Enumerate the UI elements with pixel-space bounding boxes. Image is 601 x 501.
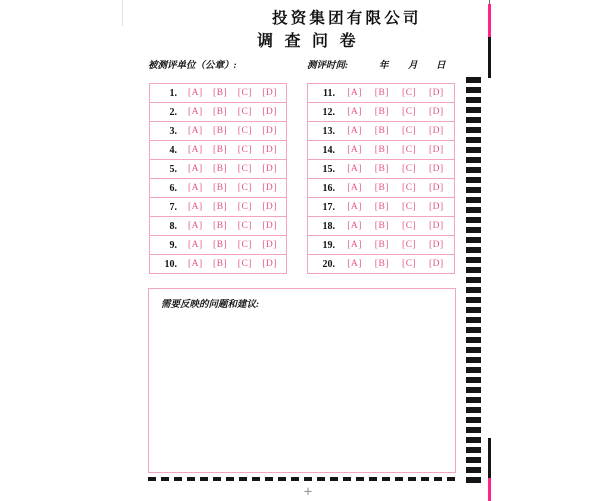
option-group — [335, 164, 454, 174]
option-bubble-c[interactable]: [C] — [237, 202, 252, 212]
option-bubble-b[interactable]: [B] — [374, 107, 389, 117]
option-group — [177, 221, 286, 231]
question-row — [308, 254, 454, 273]
question-row — [150, 254, 286, 273]
option-bubble-b[interactable]: [B] — [374, 202, 389, 212]
edge-mark-magenta-top — [488, 4, 491, 37]
feedback-box — [148, 288, 456, 473]
question-number: 8. — [169, 220, 177, 232]
option-bubble-b[interactable]: [B] — [213, 126, 228, 136]
option-group — [177, 145, 286, 155]
question-number: 17. — [322, 201, 335, 213]
month-label: 月 — [408, 61, 418, 71]
option-bubble-c[interactable]: [C] — [402, 259, 417, 269]
option-group — [335, 88, 454, 98]
option-bubble-d[interactable]: [D] — [262, 164, 277, 174]
option-bubble-c[interactable]: [C] — [402, 240, 417, 250]
option-bubble-d[interactable]: [D] — [262, 259, 277, 269]
option-bubble-b[interactable]: [B] — [213, 107, 228, 117]
option-bubble-d[interactable]: [D] — [262, 107, 277, 117]
option-bubble-d[interactable]: [D] — [429, 164, 444, 174]
option-group — [177, 240, 286, 250]
question-number: 1. — [169, 87, 177, 99]
option-bubble-d[interactable]: [D] — [429, 126, 444, 136]
option-bubble-a[interactable]: [A] — [347, 240, 362, 250]
option-bubble-d[interactable]: [D] — [262, 240, 277, 250]
option-group — [177, 164, 286, 174]
option-bubble-a[interactable]: [A] — [188, 183, 203, 193]
option-bubble-b[interactable]: [B] — [374, 240, 389, 250]
option-bubble-c[interactable]: [C] — [237, 88, 252, 98]
question-number: 12. — [322, 106, 335, 118]
option-bubble-d[interactable]: [D] — [429, 202, 444, 212]
option-group — [177, 259, 286, 269]
form-title: 调查问卷 — [257, 33, 368, 50]
option-bubble-c[interactable]: [C] — [402, 164, 417, 174]
option-bubble-b[interactable]: [B] — [213, 240, 228, 250]
option-group — [335, 259, 454, 269]
option-bubble-b[interactable]: [B] — [213, 164, 228, 174]
feedback-label: 需要反映的问题和建议: — [161, 300, 260, 310]
edge-mark-black-bottom — [488, 438, 491, 478]
option-bubble-a[interactable]: [A] — [347, 202, 362, 212]
question-row — [308, 140, 454, 159]
question-row — [308, 197, 454, 216]
question-row — [150, 235, 286, 254]
option-bubble-c[interactable]: [C] — [237, 240, 252, 250]
option-bubble-c[interactable]: [C] — [402, 202, 417, 212]
registration-cross-mark: + — [303, 484, 313, 500]
option-group — [177, 88, 286, 98]
question-number: 11. — [323, 87, 335, 99]
question-row — [308, 84, 454, 102]
option-bubble-d[interactable]: [D] — [429, 107, 444, 117]
option-bubble-a[interactable]: [A] — [188, 88, 203, 98]
question-row — [308, 159, 454, 178]
question-number: 9. — [169, 239, 177, 251]
option-bubble-d[interactable]: [D] — [262, 126, 277, 136]
question-number: 6. — [169, 182, 177, 194]
option-bubble-a[interactable]: [A] — [347, 221, 362, 231]
option-bubble-d[interactable]: [D] — [429, 145, 444, 155]
question-row — [150, 121, 286, 140]
option-bubble-c[interactable]: [C] — [237, 259, 252, 269]
page-edge-artifact — [122, 0, 123, 26]
question-number: 20. — [322, 258, 335, 270]
feedback-writing-area[interactable] — [151, 311, 453, 470]
unit-stamp-field-label: 被测评单位（公章）: — [148, 61, 237, 71]
question-number: 3. — [169, 125, 177, 137]
option-bubble-a[interactable]: [A] — [347, 259, 362, 269]
question-row — [150, 178, 286, 197]
option-bubble-a[interactable]: [A] — [188, 221, 203, 231]
option-group — [335, 221, 454, 231]
option-bubble-c[interactable]: [C] — [402, 126, 417, 136]
option-bubble-c[interactable]: [C] — [402, 183, 417, 193]
option-bubble-a[interactable]: [A] — [347, 164, 362, 174]
option-bubble-a[interactable]: [A] — [347, 88, 362, 98]
question-number: 7. — [169, 201, 177, 213]
option-bubble-b[interactable]: [B] — [213, 88, 228, 98]
answer-table-left — [149, 83, 287, 274]
option-bubble-c[interactable]: [C] — [237, 164, 252, 174]
edge-mark-magenta-bottom — [488, 478, 491, 501]
option-bubble-d[interactable]: [D] — [429, 259, 444, 269]
survey-time-field-label: 测评时间: — [307, 61, 349, 71]
option-group — [177, 126, 286, 136]
option-bubble-d[interactable]: [D] — [262, 202, 277, 212]
question-number: 10. — [164, 258, 177, 270]
question-number: 2. — [169, 106, 177, 118]
question-number: 15. — [322, 163, 335, 175]
question-row — [150, 159, 286, 178]
option-bubble-b[interactable]: [B] — [213, 183, 228, 193]
option-bubble-a[interactable]: [A] — [347, 183, 362, 193]
question-number: 5. — [169, 163, 177, 175]
option-bubble-d[interactable]: [D] — [262, 183, 277, 193]
question-row — [308, 102, 454, 121]
question-row — [150, 216, 286, 235]
option-bubble-b[interactable]: [B] — [374, 145, 389, 155]
question-row — [308, 235, 454, 254]
question-number: 14. — [322, 144, 335, 156]
option-group — [335, 202, 454, 212]
question-number: 19. — [322, 239, 335, 251]
question-row — [150, 197, 286, 216]
option-bubble-d[interactable]: [D] — [429, 240, 444, 250]
option-bubble-a[interactable]: [A] — [188, 145, 203, 155]
question-number: 13. — [322, 125, 335, 137]
option-bubble-a[interactable]: [A] — [188, 240, 203, 250]
option-bubble-c[interactable]: [C] — [402, 107, 417, 117]
option-bubble-c[interactable]: [C] — [237, 183, 252, 193]
option-bubble-a[interactable]: [A] — [347, 126, 362, 136]
option-group — [335, 240, 454, 250]
option-group — [335, 107, 454, 117]
question-number: 4. — [169, 144, 177, 156]
option-bubble-b[interactable]: [B] — [374, 126, 389, 136]
option-bubble-c[interactable]: [C] — [237, 145, 252, 155]
option-bubble-b[interactable]: [B] — [374, 183, 389, 193]
question-row — [308, 178, 454, 197]
day-label: 日 — [436, 61, 446, 71]
option-group — [335, 183, 454, 193]
option-bubble-a[interactable]: [A] — [188, 202, 203, 212]
option-bubble-d[interactable]: [D] — [262, 88, 277, 98]
option-bubble-d[interactable]: [D] — [429, 88, 444, 98]
question-row — [308, 121, 454, 140]
edge-mark-black-top — [488, 37, 491, 78]
option-group — [177, 107, 286, 117]
option-bubble-b[interactable]: [B] — [213, 259, 228, 269]
answer-table-right — [307, 83, 455, 274]
question-number: 16. — [322, 182, 335, 194]
option-bubble-b[interactable]: [B] — [213, 202, 228, 212]
option-bubble-c[interactable]: [C] — [237, 107, 252, 117]
option-bubble-b[interactable]: [B] — [213, 221, 228, 231]
bottom-timing-dashes — [148, 477, 455, 481]
question-row — [308, 216, 454, 235]
option-group — [335, 126, 454, 136]
option-group — [177, 202, 286, 212]
option-bubble-a[interactable]: [A] — [347, 107, 362, 117]
option-bubble-d[interactable]: [D] — [429, 183, 444, 193]
question-row — [150, 140, 286, 159]
question-row — [150, 102, 286, 121]
option-bubble-d[interactable]: [D] — [262, 221, 277, 231]
option-bubble-a[interactable]: [A] — [188, 126, 203, 136]
option-bubble-c[interactable]: [C] — [237, 126, 252, 136]
right-timing-marks — [466, 77, 481, 483]
question-number: 18. — [322, 220, 335, 232]
option-bubble-c[interactable]: [C] — [237, 221, 252, 231]
option-group — [177, 183, 286, 193]
option-group — [335, 145, 454, 155]
option-bubble-d[interactable]: [D] — [262, 145, 277, 155]
option-bubble-a[interactable]: [A] — [188, 259, 203, 269]
option-bubble-a[interactable]: [A] — [188, 107, 203, 117]
option-bubble-b[interactable]: [B] — [374, 259, 389, 269]
option-bubble-b[interactable]: [B] — [213, 145, 228, 155]
option-bubble-b[interactable]: [B] — [374, 221, 389, 231]
company-title: 投资集团有限公司 — [272, 10, 422, 27]
option-bubble-c[interactable]: [C] — [402, 221, 417, 231]
year-label: 年 — [379, 61, 389, 71]
option-bubble-c[interactable]: [C] — [402, 88, 417, 98]
option-bubble-b[interactable]: [B] — [374, 164, 389, 174]
option-bubble-a[interactable]: [A] — [188, 164, 203, 174]
option-bubble-d[interactable]: [D] — [429, 221, 444, 231]
option-bubble-a[interactable]: [A] — [347, 145, 362, 155]
option-bubble-c[interactable]: [C] — [402, 145, 417, 155]
question-row — [150, 84, 286, 102]
option-bubble-b[interactable]: [B] — [374, 88, 389, 98]
